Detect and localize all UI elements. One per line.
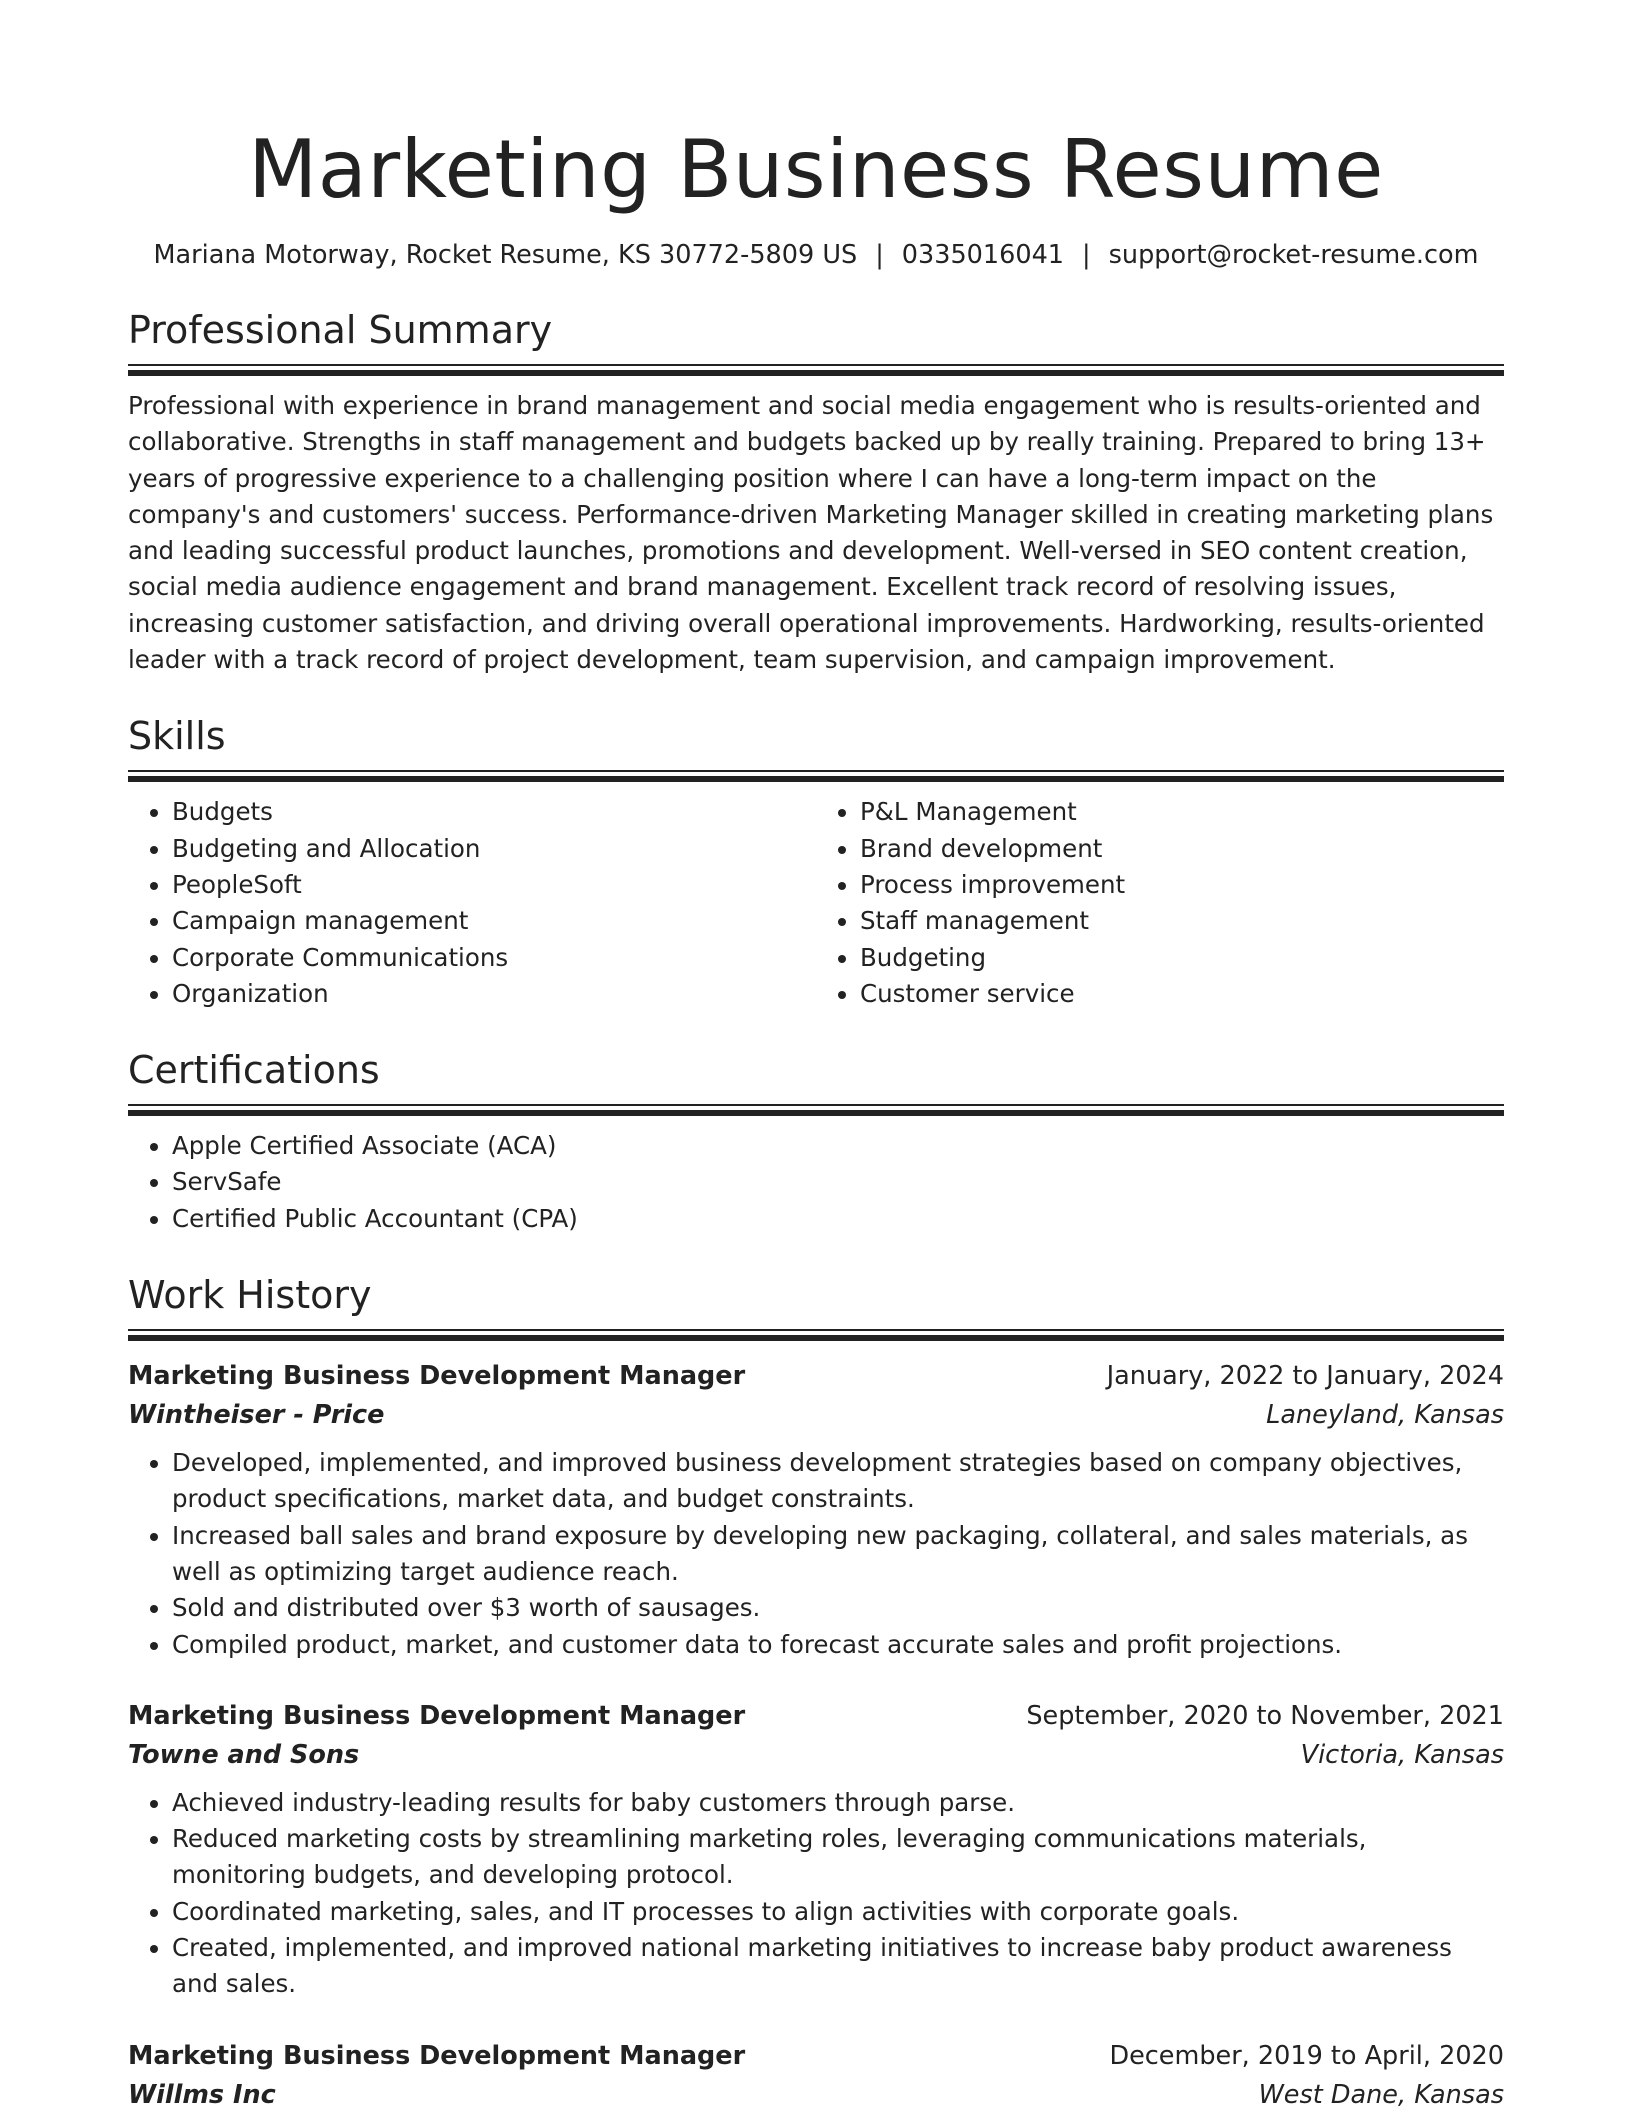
job-bullet: • Reduced marketing costs by streamlining marketing roles, leveraging communications materials, monitoring budgets, and developing protocol. — [172, 1821, 1504, 1894]
job-subheader — [128, 2076, 1504, 2115]
certifications-list — [128, 1128, 1504, 1237]
section-divider — [128, 770, 1504, 782]
job-dates: September, 2020 to November, 2021 — [1026, 1700, 1504, 1731]
skill-item: • Budgets — [172, 794, 816, 830]
contact-line — [128, 238, 1504, 272]
job-bullet: • Increased ball sales and brand exposure by developing new packaging, collateral, and sales materials, as well as optimizing target audience reach. — [172, 1518, 1504, 1591]
skill-item: • Customer service — [860, 976, 1504, 1012]
job-header — [128, 1697, 1504, 1736]
work-history-section — [128, 1271, 1504, 2115]
summary-section — [128, 306, 1504, 678]
section-title-work-history: Work History — [128, 1273, 372, 1318]
certification-item: • Certified Public Accountant (CPA) — [172, 1201, 1504, 1237]
skills-list-left — [128, 794, 816, 1012]
skills-section — [128, 712, 1504, 1012]
section-title-skills: Skills — [128, 714, 226, 759]
job-company: Willms Inc — [128, 2079, 276, 2110]
job-bullets — [128, 1785, 1504, 2003]
contact-address: Mariana Motorway, Rocket Resume, KS 30772-5809 US — [153, 240, 858, 270]
skill-item: • Process improvement — [860, 867, 1504, 903]
job-bullet: • Compiled product, market, and customer data to forecast accurate sales and profit projections. — [172, 1627, 1504, 1663]
job-bullet: • Sold and distributed over $3 worth of sausages. — [172, 1590, 1504, 1626]
section-divider — [128, 364, 1504, 376]
job-entry — [128, 1357, 1504, 1663]
section-title-certifications: Certifications — [128, 1048, 380, 1093]
job-header — [128, 1357, 1504, 1396]
job-bullet: • Developed, implemented, and improved business development strategies based on company objectives, product specifications, market data, and budget constraints. — [172, 1445, 1504, 1518]
job-location: West Dane, Kansas — [1258, 2079, 1504, 2110]
resume-page — [128, 120, 1504, 2115]
job-bullets — [128, 1445, 1504, 1663]
contact-phone: 0335016041 — [901, 240, 1065, 270]
section-divider — [128, 1104, 1504, 1116]
job-bullet: • Coordinated marketing, sales, and IT processes to align activities with corporate goals. — [172, 1894, 1504, 1930]
job-company: Towne and Sons — [128, 1739, 360, 1770]
skill-item: • PeopleSoft — [172, 867, 816, 903]
certifications-section — [128, 1046, 1504, 1237]
job-subheader — [128, 1396, 1504, 1435]
job-header — [128, 2037, 1504, 2076]
job-bullet: • Created, implemented, and improved national marketing initiatives to increase baby product awareness and sales. — [172, 1930, 1504, 2003]
job-location: Laneyland, Kansas — [1266, 1400, 1504, 1431]
skills-grid — [128, 782, 1504, 1012]
job-title: Marketing Business Development Manager — [128, 1700, 746, 1731]
skill-item: • Budgeting — [860, 940, 1504, 976]
skill-item: • Budgeting and Allocation — [172, 831, 816, 867]
job-dates: January, 2022 to January, 2024 — [1106, 1361, 1504, 1392]
job-company: Wintheiser - Price — [128, 1400, 385, 1431]
skill-item: • Staff management — [860, 903, 1504, 939]
skill-item: • Organization — [172, 976, 816, 1012]
skill-item: • Corporate Communications — [172, 940, 816, 976]
skill-item: • Campaign management — [172, 903, 816, 939]
certification-item: • Apple Certified Associate (ACA) — [172, 1128, 1504, 1164]
job-title: Marketing Business Development Manager — [128, 2040, 746, 2071]
job-title: Marketing Business Development Manager — [128, 1361, 746, 1392]
contact-email[interactable]: support@rocket-resume.com — [1108, 240, 1479, 270]
job-subheader — [128, 1736, 1504, 1775]
resume-title: Marketing Business Resume — [248, 123, 1384, 216]
job-location: Victoria, Kansas — [1300, 1739, 1504, 1770]
skill-item: • Brand development — [860, 831, 1504, 867]
section-title-summary: Professional Summary — [128, 308, 553, 352]
skills-list-right — [816, 794, 1504, 1012]
section-divider — [128, 1329, 1504, 1341]
job-bullet: • Achieved industry-leading results for baby customers through parse. — [172, 1785, 1504, 1821]
job-entry — [128, 2037, 1504, 2115]
skill-item: • P&L Management — [860, 794, 1504, 830]
certification-item: • ServSafe — [172, 1164, 1504, 1200]
job-dates: December, 2019 to April, 2020 — [1109, 2040, 1504, 2071]
contact-separator: | — [1082, 240, 1091, 270]
job-entry — [128, 1697, 1504, 2003]
summary-text: Professional with experience in brand management and social media engagement who is results-oriented and collaborative. Strengths in staff management and budgets backed up by really training. Prepared to bring 13+ years of progressive experience to a challenging position where I can have a long-term impact on the company's and customers' success. Performance-driven Marketing Manager skilled in creating marketing plans and leading successful product launches, promotions and development. Well-versed in SEO content creation, social media audience engagement and brand management. Excellent track record of resolving issues, increasing customer satisfaction, and driving overall operational improvements. Hardworking, results-oriented leader with a track record of project development, team supervision, and campaign improvement. — [128, 391, 1494, 675]
contact-separator: | — [875, 240, 884, 270]
